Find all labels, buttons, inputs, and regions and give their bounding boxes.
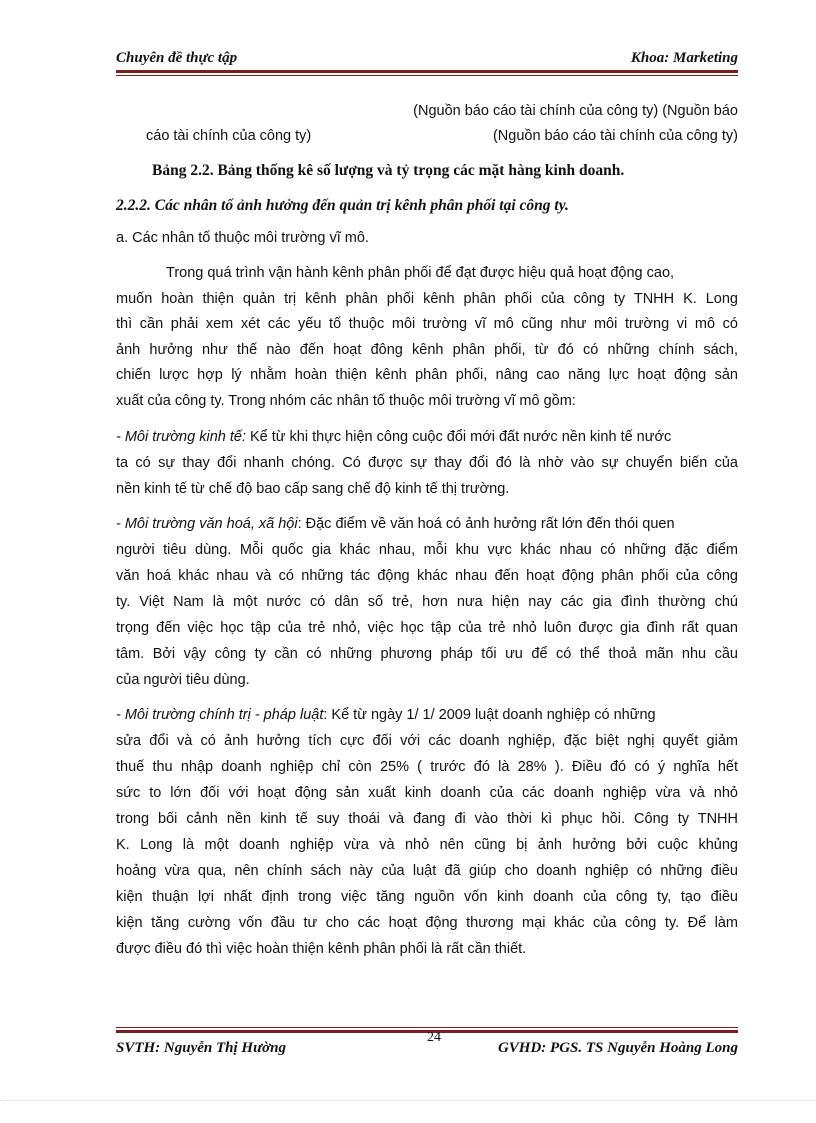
header-rule-thick [116, 70, 738, 73]
paragraph-line: ta có sự thay đổi nhanh chóng. Có được sự thay đổi đó là nhờ vào sự chuyển biến của [116, 455, 738, 471]
paragraph-line: trong bối cảnh nền kinh tế suy thoái và đang đi vào thời kì phục hồi. Công ty TNHH [116, 811, 738, 827]
paragraph-line: Trong quá trình vận hành kênh phân phối để đạt được hiệu quả hoạt động cao, [166, 265, 675, 281]
economic-first: Kể từ khi thực hiện công cuộc đổi mới đất nước nền kinh tế nước [245, 429, 672, 445]
paragraph-line: sửa đổi và có ảnh hưởng tích cực đối với các doanh nghiệp, đặc biệt nghị quyết giảm [116, 733, 738, 749]
header-left: Chuyên đề thực tập [116, 50, 238, 66]
paragraph-line: xuất của công ty. Trong nhóm các nhân tố thuộc môi trường vĩ mô gồm: [116, 393, 576, 409]
page-footer [116, 1030, 738, 1060]
paragraph-line: của người tiêu dùng. [116, 672, 250, 688]
paragraph-line: kiện tăng cường vốn đầu tư cho các hoạt động thương mại khác của công ty. Để làm [116, 915, 738, 931]
economic-label: - Môi trường kinh tế: [116, 429, 246, 445]
footer-student: SVTH: Nguyễn Thị Hường [116, 1040, 286, 1056]
header-rule-thin [116, 75, 738, 76]
subsection-heading: a. Các nhân tố thuộc môi trường vĩ mô. [116, 230, 369, 246]
political-first: : Kể từ ngày 1/ 1/ 2009 luật doanh nghiệp có những [323, 707, 656, 723]
paragraph-line: K. Long là một doanh nghiệp vừa và nhỏ nên cũng bị ảnh hưởng bởi cuộc khủng [116, 837, 738, 853]
paragraph-line: muốn hoàn thiện quản trị kênh phân phối kênh phân phối của công ty TNHH K. Long [116, 291, 738, 307]
footer-advisor: GVHD: PGS. TS Nguyễn Hoàng Long [497, 1040, 738, 1056]
paragraph-line: hoảng vừa qua, nên chính sách này của luật đã giúp cho doanh nghiệp có những điều [116, 863, 738, 879]
paragraph-line: người tiêu dùng. Mỗi quốc gia khác nhau, mỗi khu vực khác nhau có những đặc điểm [116, 542, 738, 558]
paragraph-line: nền kinh tế từ chế độ bao cấp sang chế độ kinh tế thị trường. [116, 481, 510, 497]
paragraph-line [116, 707, 656, 723]
cultural-first: : Đặc điểm về văn hoá có ảnh hưởng rất lớn đến thói quen [297, 516, 675, 532]
paragraph-line: tâm. Bởi vậy công ty cần có những phương pháp tối ưu để có thể thoả mãn nhu cầu [116, 646, 738, 662]
paragraph-line: kiện thuận lợi nhất định trong việc tăng nguồn vốn kinh doanh của công ty, tạo điều [116, 889, 738, 905]
paragraph-line: được điều đó thì việc hoàn thiện kênh phân phối là rất cần thiết. [116, 941, 527, 957]
paragraph-line: trọng đến việc học tập của trẻ nhỏ, việc học tập của trẻ nhỏ luôn được gia đình rất quan [116, 620, 738, 636]
footer-rule-thin [116, 1027, 738, 1028]
paragraph-line: văn hoá khác nhau và có những tác động khác nhau đến hoạt động phân phối của công [116, 568, 738, 584]
source-line: (Nguồn báo cáo tài chính của công ty) [492, 128, 738, 144]
paragraph-line: sức to lớn đối với hoạt động sản xuất kinh doanh của các doanh nghiệp vừa và nhỏ [116, 785, 738, 801]
political-label: - Môi trường chính trị - pháp luật [116, 707, 324, 723]
paragraph-line: thuế thu nhập doanh nghiệp chỉ còn 25% ( trước đó là 28% ). Điều đó có ý nghĩa hết [116, 759, 738, 775]
source-line: (Nguồn báo cáo tài chính của công ty) (Nguồn báo [413, 103, 738, 119]
paragraph-line: ảnh hưởng như thế nào đến hoạt đông kênh phân phối, từ đó có những chính sách, [116, 342, 738, 358]
section-heading: 2.2.2. Các nhân tố ảnh hưởng đến quản trị kênh phân phối tại công ty. [116, 197, 569, 214]
source-line: cáo tài chính của công ty) [146, 128, 312, 144]
paragraph-line [116, 516, 675, 532]
page-bottom-border [0, 1100, 816, 1101]
paragraph-line: ty. Việt Nam là một nước có dân số trẻ, hơn nưa hiện nay các gia đình thường chú [116, 594, 738, 610]
header-right: Khoa: Marketing [630, 50, 738, 66]
table-caption: Bảng 2.2. Bảng thống kê số lượng và tỷ trọng các mặt hàng kinh doanh. [152, 162, 625, 179]
paragraph-line: chiến lược hợp lý nhằm hoàn thiện kênh phân phối, nâng cao năng lực hoạt động sản [116, 367, 738, 383]
paragraph-line: thì cần phải xem xét các yếu tố thuộc môi trường vĩ mô cũng như môi trường vi mô có [116, 316, 738, 332]
page-header [116, 48, 738, 68]
page-number: 24 [427, 1030, 441, 1045]
cultural-label: - Môi trường văn hoá, xã hội [116, 516, 298, 532]
paragraph-line [116, 429, 671, 445]
